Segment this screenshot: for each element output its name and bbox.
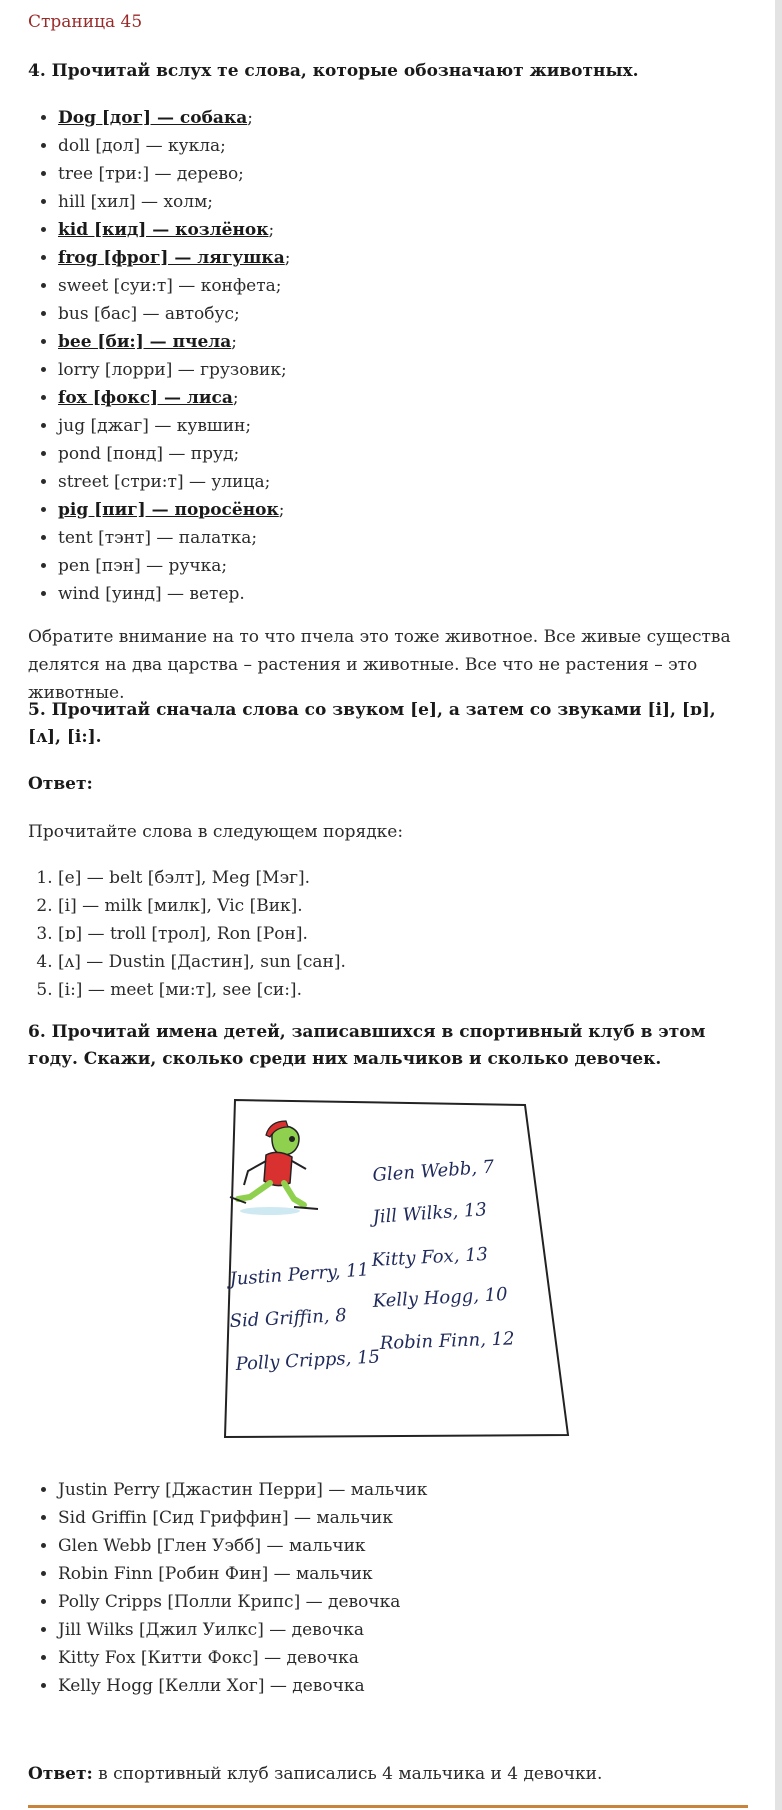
card-name: Kelly Hogg, 10 (372, 1283, 509, 1312)
bottom-rule (28, 1805, 748, 1808)
task6-child-item: • Robin Finn [Робин Фин] — мальчик (58, 1560, 758, 1588)
task4-word-item (58, 468, 758, 496)
card-name: Justin Perry, 11 (228, 1259, 370, 1290)
task4-word-text: pig [пиг] — поросёнок (58, 500, 279, 520)
task6-child-item: • Jill Wilks [Джил Уилкс] — девочка (58, 1616, 758, 1644)
task5-answer-label: Ответ: (28, 774, 93, 794)
task4-word-item: • pig [пиг] — поросёнок; (58, 496, 758, 524)
task6-answer (28, 1760, 602, 1788)
task5-sound-item: 5. [i:] — meet [ми:т], see [си:]. (58, 976, 758, 1004)
task6-answer-label: Ответ: (28, 1764, 93, 1784)
task4-word-text: pond [понд] — пруд; (58, 444, 240, 464)
task4-word-item (58, 300, 758, 328)
card-name: Kitty Fox, 13 (371, 1243, 489, 1271)
task6-answer-text: в спортивный клуб записались 4 мальчика и 4 девочки. (92, 1764, 603, 1784)
signup-card-svg (220, 1095, 570, 1440)
task5-ordered-list (28, 864, 758, 1004)
card-name: Polly Cripps, 15 (235, 1346, 381, 1375)
task4-word-text: pen [пэн] — ручка; (58, 556, 228, 576)
task4-note: Обратите внимание на то что пчела это тоже животное. Все живые существа делятся на два царства – растения и животные. Все что не растения – это животные. (28, 627, 731, 703)
task4-word-item (58, 356, 758, 384)
task4-word-text: bee [би:] — пчела (58, 332, 232, 352)
task4-word-item (58, 132, 758, 160)
task4-word-text: tent [тэнт] — палатка; (58, 528, 258, 548)
task5-heading: 5. Прочитай сначала слова со звуком [e], а затем со звуками [i], [ɒ], [ʌ], [i:]. (28, 700, 716, 747)
task4-word-text: Dog [дог] — собака (58, 108, 248, 128)
task4-word-item: • Dog [дог] — собака; (58, 104, 758, 132)
task4-word-text: tree [три:] — дерево; (58, 164, 244, 184)
task6-child-item: • Glen Webb [Глен Уэбб] — мальчик (58, 1532, 758, 1560)
task4-word-text: sweet [суи:т] — конфета; (58, 276, 282, 296)
task4-word-item (58, 524, 758, 552)
task4-word-text: lorry [лорри] — грузовик; (58, 360, 287, 380)
task4-word-item (58, 552, 758, 580)
task5-sound-item: 3. [ɒ] — troll [трол], Ron [Рон]. (58, 920, 758, 948)
task6-child-item: • Sid Griffin [Сид Гриффин] — мальчик (58, 1504, 758, 1532)
task4-word-text: fox [фокс] — лиса (58, 388, 233, 408)
task4-word-list (28, 104, 758, 608)
task5-sound-item: 4. [ʌ] — Dustin [Дастин], sun [сан]. (58, 948, 758, 976)
right-scroll-edge (775, 0, 782, 1810)
card-name: Jill Wilks, 13 (371, 1199, 488, 1228)
task4-word-text: kid [кид] — козлёнок (58, 220, 269, 240)
card-name: Sid Griffin, 8 (229, 1304, 348, 1332)
task4-word-item: • bee [би:] — пчела; (58, 328, 758, 356)
task4-word-item: • fox [фокс] — лиса; (58, 384, 758, 412)
task4-word-text: doll [дол] — кукла; (58, 136, 226, 156)
task4-word-text: jug [джаг] — кувшин; (58, 416, 252, 436)
task4-word-item: • kid [кид] — козлёнок; (58, 216, 758, 244)
task4-word-item (58, 412, 758, 440)
signup-card-figure (220, 1095, 570, 1440)
task6-child-item: • Justin Perry [Джастин Перри] — мальчик (58, 1476, 758, 1504)
task5-sound-item: 1. [e] — belt [бэлт], Meg [Мэг]. (58, 864, 758, 892)
task6-child-item: • Kelly Hogg [Келли Хог] — девочка (58, 1672, 758, 1700)
task4-word-text: frog [фрог] — лягушка (58, 248, 285, 268)
task4-word-item (58, 580, 758, 608)
task6-child-item: • Polly Cripps [Полли Крипс] — девочка (58, 1588, 758, 1616)
task4-word-text: bus [бас] — автобус; (58, 304, 240, 324)
task4-word-item (58, 188, 758, 216)
task4-word-item (58, 160, 758, 188)
page-number-label: Страница 45 (28, 12, 143, 32)
task6-answer-list (28, 1476, 758, 1700)
task5-intro: Прочитайте слова в следующем порядке: (28, 822, 404, 842)
task4-word-item (58, 440, 758, 468)
task4-heading: 4. Прочитай вслух те слова, которые обозначают животных. (28, 61, 639, 81)
task4-word-text: wind [уинд] — ветер. (58, 584, 245, 604)
card-name: Glen Webb, 7 (371, 1156, 495, 1186)
task4-word-item: • frog [фрог] — лягушка; (58, 244, 758, 272)
task6-child-item: • Kitty Fox [Китти Фокс] — девочка (58, 1644, 758, 1672)
task5-sound-item: 2. [i] — milk [милк], Vic [Вик]. (58, 892, 758, 920)
task4-word-text: street [стри:т] — улица; (58, 472, 271, 492)
card-name: Robin Finn, 12 (379, 1328, 515, 1354)
task4-word-text: hill [хил] — холм; (58, 192, 214, 212)
task6-heading: 6. Прочитай имена детей, записавшихся в спортивный клуб в этом году. Скажи, сколько среди них мальчиков и сколько девочек. (28, 1022, 706, 1069)
task4-word-item (58, 272, 758, 300)
